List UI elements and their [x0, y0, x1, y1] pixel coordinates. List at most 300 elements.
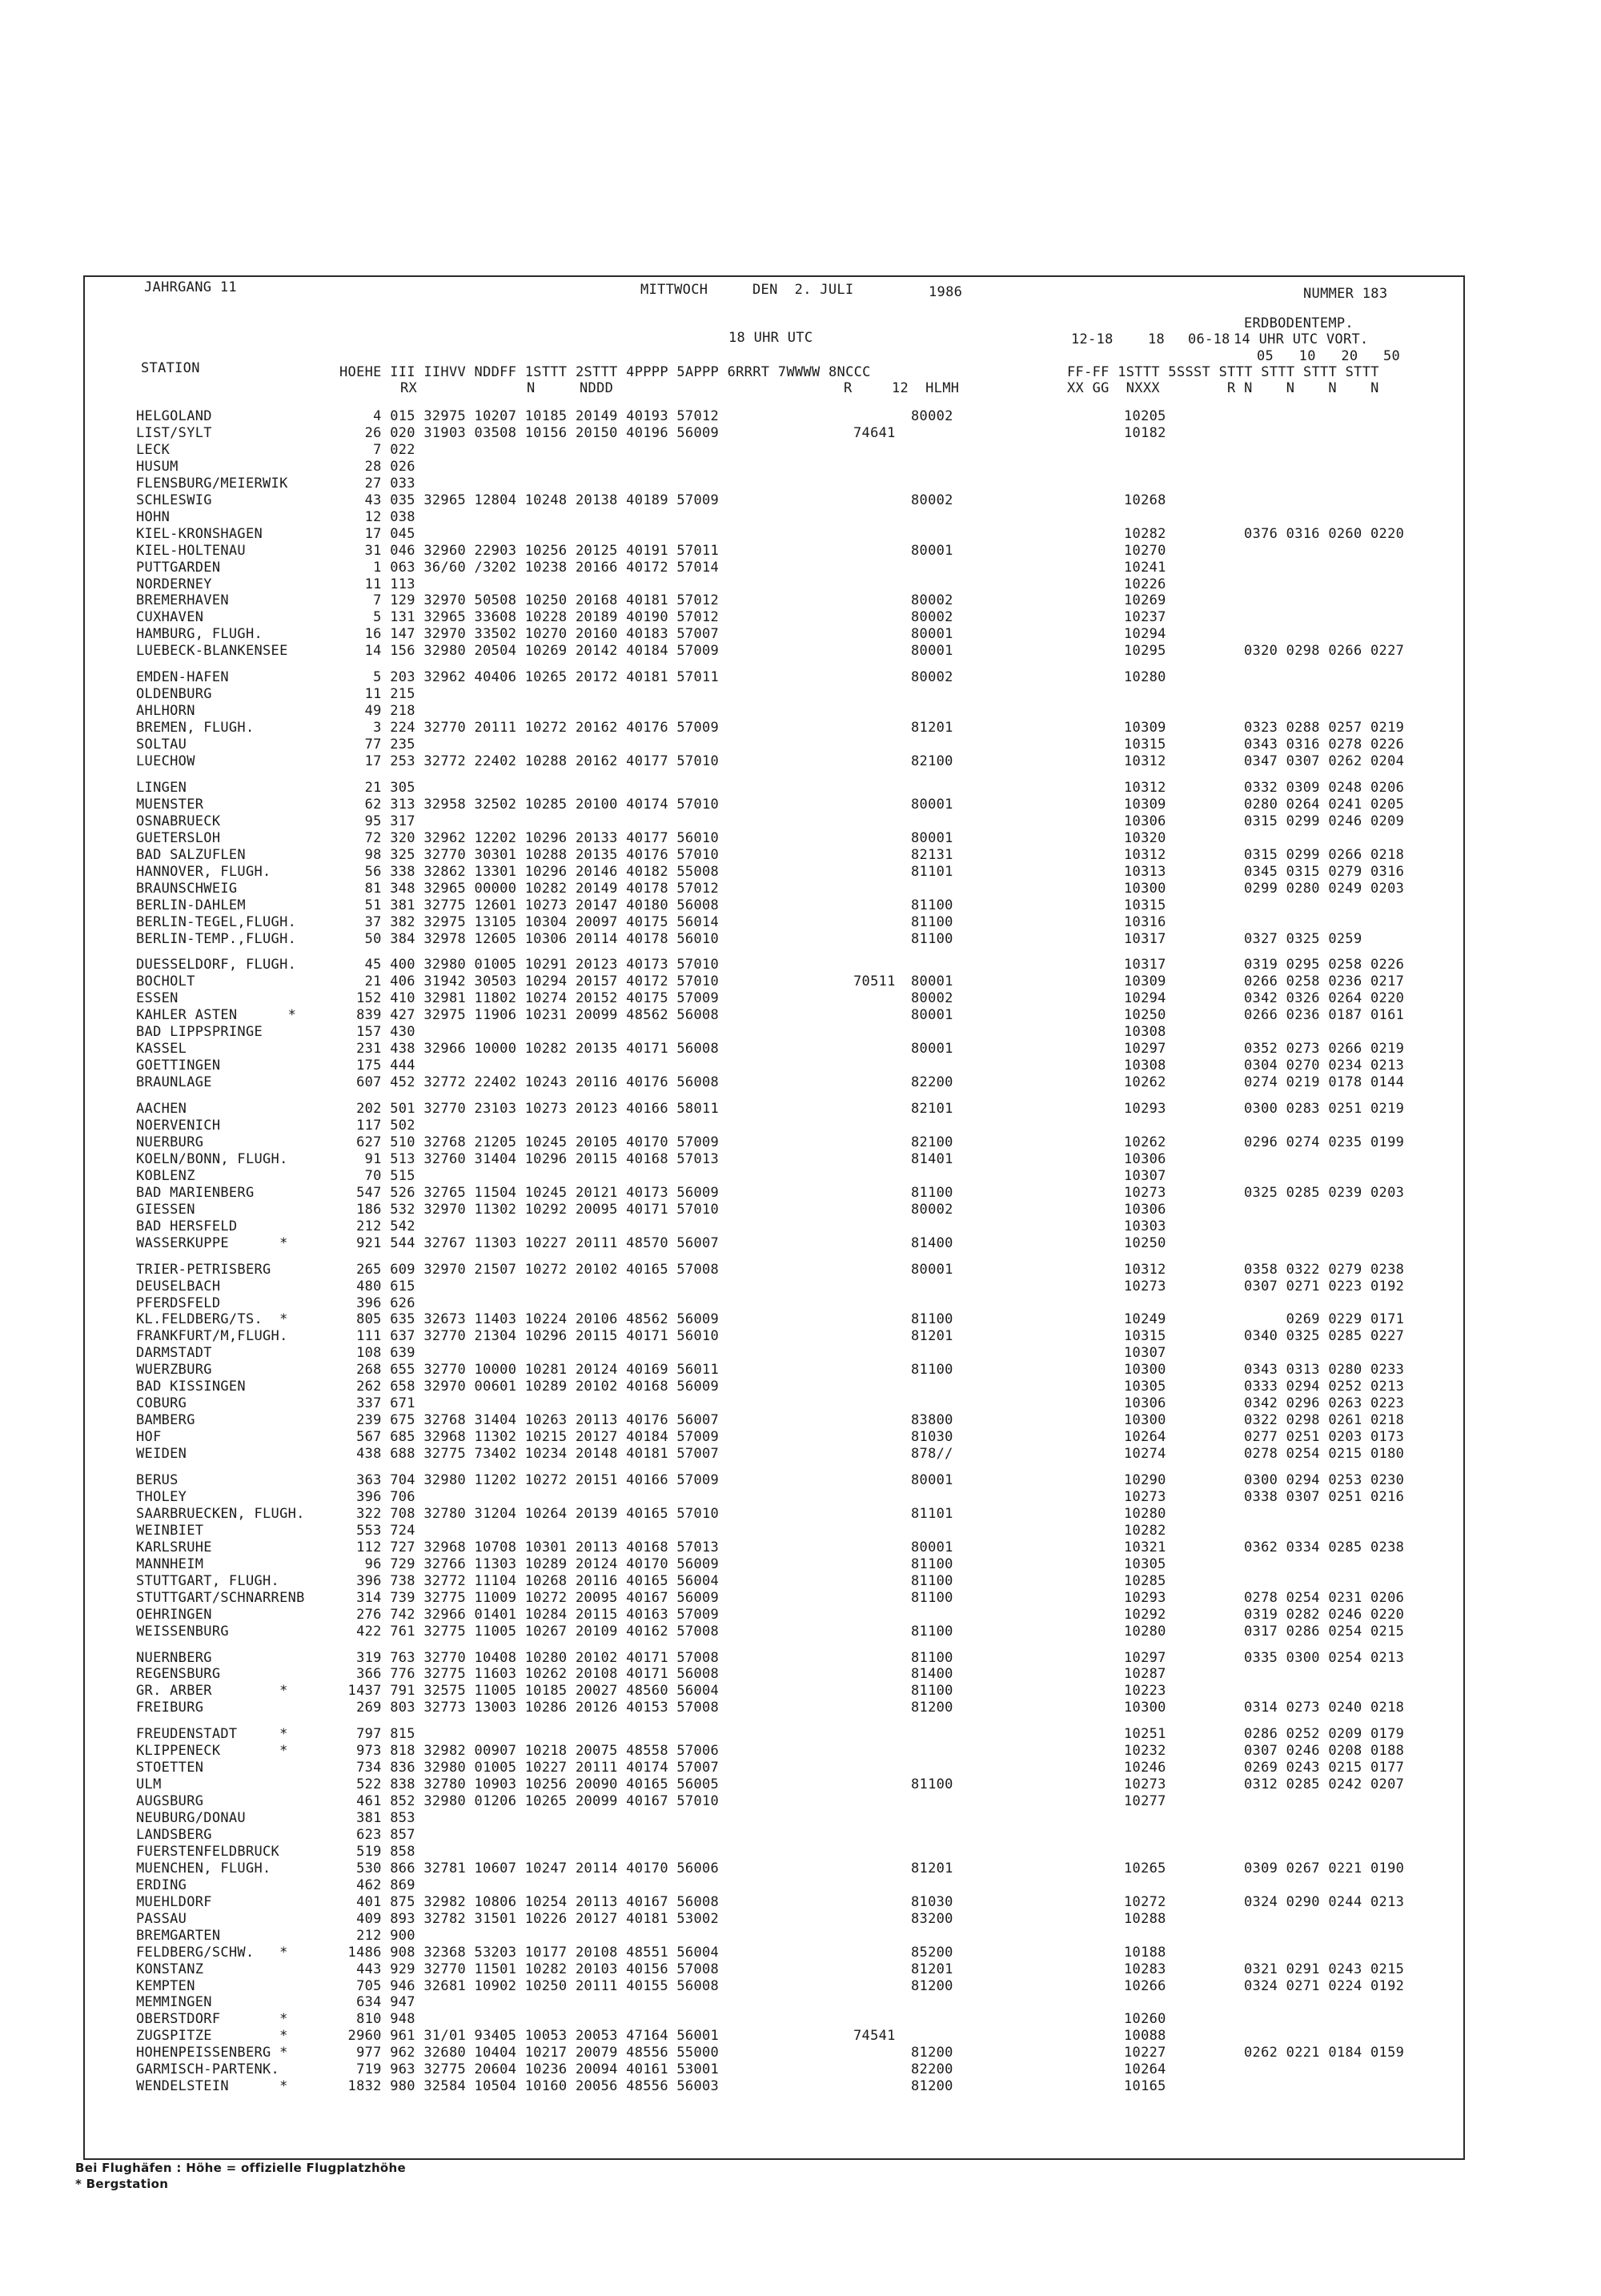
- station-values: 31 046 32960 22903 10256 20125 40191 57011: [339, 543, 720, 559]
- station-name: TRIER-PETRISBERG: [136, 1262, 271, 1278]
- station-values: 705 946 32681 10902 10250 20111 40155 56008: [339, 1978, 720, 1994]
- station-name: KLIPPENECK *: [136, 1743, 288, 1759]
- station-name: BAD KISSINGEN: [136, 1379, 246, 1395]
- max-temp: 10273: [1124, 1185, 1166, 1201]
- table-row: [0, 1362, 1601, 1378]
- station-name: KIEL-HOLTENAU: [136, 543, 246, 559]
- max-temp: 10313: [1124, 864, 1166, 880]
- table-row: [0, 626, 1601, 642]
- table-row: [0, 864, 1601, 880]
- station-name: MUEHLDORF: [136, 1894, 212, 1910]
- year: 1986: [929, 284, 963, 300]
- cloud-group: 81100: [911, 1573, 953, 1589]
- table-row: [0, 1776, 1601, 1792]
- station-values: 11 215: [339, 686, 415, 702]
- station-values: 152 410 32981 11802 10274 20152 40175 57009: [339, 990, 720, 1006]
- station-values: 977 962 32680 10404 10217 20079 48556 55000: [339, 2045, 720, 2061]
- table-row: [0, 1810, 1601, 1826]
- station-name: BERUS: [136, 1472, 179, 1488]
- max-temp: 10312: [1124, 1262, 1166, 1278]
- table-row: [0, 576, 1601, 592]
- soil-temps: 0321 0291 0243 0215: [1244, 1961, 1405, 1977]
- station-name: PUTTGARDEN: [136, 560, 221, 576]
- soil-temps: 0307 0246 0208 0188: [1244, 1743, 1405, 1759]
- soil-temps: 0307 0271 0223 0192: [1244, 1278, 1405, 1295]
- table-row: [0, 1295, 1601, 1311]
- station-name: KOBLENZ: [136, 1168, 195, 1184]
- table-row: [0, 1961, 1601, 1977]
- cloud-group: 81100: [911, 1185, 953, 1201]
- station-values: 70 515: [339, 1168, 415, 1184]
- cloud-group: 80001: [911, 626, 953, 642]
- station-values: 519 858: [339, 1844, 415, 1860]
- station-name: AUGSBURG: [136, 1793, 204, 1809]
- table-row: [0, 1024, 1601, 1040]
- table-row: [0, 1683, 1601, 1699]
- cloud-group: 85200: [911, 1945, 953, 1961]
- station-name: BREMEN, FLUGH.: [136, 720, 255, 736]
- station-values: 27 033: [339, 476, 415, 492]
- station-values: 839 427 32975 11906 10231 20099 48562 56008: [339, 1007, 720, 1023]
- table-row: [0, 1894, 1601, 1910]
- station-name: DEUSELBACH: [136, 1278, 221, 1295]
- table-row: [0, 2011, 1601, 2027]
- station-name: NUERBURG: [136, 1134, 204, 1150]
- max-temp: 10165: [1124, 2078, 1166, 2094]
- max-temp: 10188: [1124, 1945, 1166, 1961]
- table-row: [0, 1058, 1601, 1074]
- table-row: [0, 2061, 1601, 2077]
- table-row: [0, 2028, 1601, 2044]
- station-values: 314 739 32775 11009 10272 20095 40167 56009: [339, 1590, 720, 1606]
- max-temp: 10287: [1124, 1666, 1166, 1682]
- soil-temps: 0340 0325 0285 0227: [1244, 1328, 1405, 1344]
- max-temp: 10227: [1124, 2045, 1166, 2061]
- station-values: 37 382 32975 13105 10304 20097 40175 56014: [339, 914, 720, 930]
- station-name: KOELN/BONN, FLUGH.: [136, 1151, 288, 1167]
- station-name: OEHRINGEN: [136, 1607, 212, 1623]
- station-name: KARLSRUHE: [136, 1539, 212, 1555]
- station-name: DARMSTADT: [136, 1345, 212, 1361]
- table-row: [0, 1412, 1601, 1428]
- cloud-group: 81201: [911, 1961, 953, 1977]
- max-temp: 10293: [1124, 1590, 1166, 1606]
- max-temp: 10266: [1124, 1978, 1166, 1994]
- max-temp: 10300: [1124, 881, 1166, 897]
- cloud-group: 81100: [911, 1624, 953, 1640]
- station-values: 269 803 32773 13003 10286 20126 40153 57008: [339, 1700, 720, 1716]
- cloud-group: 80002: [911, 492, 953, 508]
- station-name: ESSEN: [136, 990, 179, 1006]
- table-row: [0, 847, 1601, 863]
- station-values: 797 815: [339, 1726, 415, 1742]
- station-name: SCHLESWIG: [136, 492, 212, 508]
- station-name: HELGOLAND: [136, 408, 212, 424]
- station-values: 231 438 32966 10000 10282 20135 40171 56008: [339, 1041, 720, 1057]
- soil-temps: 0296 0274 0235 0199: [1244, 1134, 1405, 1150]
- max-temp: 10315: [1124, 1328, 1166, 1344]
- station-name: HOF: [136, 1429, 162, 1445]
- max-temp: 10277: [1124, 1793, 1166, 1809]
- table-row: [0, 1379, 1601, 1395]
- cloud-group: 81401: [911, 1151, 953, 1167]
- table-row: [0, 1151, 1601, 1167]
- table-row: [0, 931, 1601, 947]
- soil-temps: 0277 0251 0203 0173: [1244, 1429, 1405, 1445]
- station-name: GUETERSLOH: [136, 830, 221, 846]
- cloud-group: 82100: [911, 753, 953, 769]
- cloud-group: 81200: [911, 1978, 953, 1994]
- table-row: [0, 1134, 1601, 1150]
- station-values: 921 544 32767 11303 10227 20111 48570 56007: [339, 1235, 720, 1251]
- station-name: HAMBURG, FLUGH.: [136, 626, 263, 642]
- max-temp: 10308: [1124, 1058, 1166, 1074]
- max-temp: 10264: [1124, 2061, 1166, 2077]
- table-row: [0, 1573, 1601, 1589]
- cloud-group: 81100: [911, 914, 953, 930]
- cloud-group: 80002: [911, 408, 953, 424]
- soil-temps: 0266 0236 0187 0161: [1244, 1007, 1405, 1023]
- table-row: [0, 1168, 1601, 1184]
- cloud-group: 81100: [911, 1650, 953, 1666]
- cloud-group: 82101: [911, 1101, 953, 1117]
- cloud-group: 80001: [911, 543, 953, 559]
- station-values: 175 444: [339, 1058, 415, 1074]
- max-temp: 10280: [1124, 1506, 1166, 1522]
- station-name: FLENSBURG/MEIERWIK: [136, 476, 288, 492]
- cloud-group: 82100: [911, 1134, 953, 1150]
- station-values: 719 963 32775 20604 10236 20094 40161 53001: [339, 2061, 720, 2077]
- max-temp: 10306: [1124, 813, 1166, 829]
- station-values: 276 742 32966 01401 10284 20115 40163 57009: [339, 1607, 720, 1623]
- station-name: BAD MARIENBERG: [136, 1185, 255, 1201]
- station-name: KONSTANZ: [136, 1961, 204, 1977]
- station-values: 530 866 32781 10607 10247 20114 40170 56006: [339, 1860, 720, 1877]
- station-name: OLDENBURG: [136, 686, 212, 702]
- table-row: [0, 753, 1601, 769]
- table-row: [0, 797, 1601, 813]
- max-temp: 10282: [1124, 1523, 1166, 1539]
- station-name: LUECHOW: [136, 753, 195, 769]
- table-row: [0, 1743, 1601, 1759]
- station-values: 409 893 32782 31501 10226 20127 40181 53002: [339, 1911, 720, 1927]
- station-values: 21 305: [339, 780, 415, 796]
- station-values: 2960 961 31/01 93405 10053 20053 47164 56001: [339, 2028, 720, 2044]
- soil-temps: 0304 0270 0234 0213: [1244, 1058, 1405, 1074]
- cloud-group: 81200: [911, 2045, 953, 2061]
- station-name: STUTTGART/SCHNARRENB: [136, 1590, 305, 1606]
- max-temp: 10305: [1124, 1556, 1166, 1572]
- cloud-group: 80001: [911, 1041, 953, 1057]
- max-temp: 10274: [1124, 1446, 1166, 1462]
- max-temp: 10088: [1124, 2028, 1166, 2044]
- station-name: STOETTEN: [136, 1760, 204, 1776]
- station-name: BERLIN-TEGEL,FLUGH.: [136, 914, 297, 930]
- station-values: 43 035 32965 12804 10248 20138 40189 57009: [339, 492, 720, 508]
- max-temp: 10300: [1124, 1362, 1166, 1378]
- max-temp: 10306: [1124, 1151, 1166, 1167]
- station-name: BAD HERSFELD: [136, 1218, 238, 1234]
- cloud-group: 81100: [911, 1311, 953, 1327]
- station-values: 1832 980 32584 10504 10160 20056 48556 56003: [339, 2078, 720, 2094]
- station-values: 72 320 32962 12202 10296 20133 40177 56010: [339, 830, 720, 846]
- table-row: [0, 1235, 1601, 1251]
- max-temp: 10312: [1124, 753, 1166, 769]
- soil-temps: 0358 0322 0279 0238: [1244, 1262, 1405, 1278]
- table-row: [0, 1328, 1601, 1344]
- station-name: DUESSELDORF, FLUGH.: [136, 957, 297, 973]
- max-temp: 10282: [1124, 526, 1166, 542]
- cloud-group: 81030: [911, 1894, 953, 1910]
- table-row: [0, 703, 1601, 719]
- cloud-group: 80001: [911, 1007, 953, 1023]
- jahrgang: JAHRGANG 11: [144, 279, 237, 295]
- station-name: LINGEN: [136, 780, 187, 796]
- cloud-group: 81200: [911, 2078, 953, 2094]
- station-name: PASSAU: [136, 1911, 187, 1927]
- station-name: HANNOVER, FLUGH.: [136, 864, 271, 880]
- max-temp: 10270: [1124, 543, 1166, 559]
- col-erdboden: ERDBODENTEMP.: [1244, 315, 1354, 331]
- station-name: FELDBERG/SCHW. *: [136, 1945, 288, 1961]
- station-values: 322 708 32780 31204 10264 20139 40165 57010: [339, 1506, 720, 1522]
- station-name: BRAUNSCHWEIG: [136, 881, 238, 897]
- soil-temps: 0343 0316 0278 0226: [1244, 737, 1405, 753]
- max-temp: 10309: [1124, 720, 1166, 736]
- cloud-group: 80001: [911, 973, 953, 989]
- station-name: PFERDSFELD: [136, 1295, 221, 1311]
- table-row: [0, 990, 1601, 1006]
- cloud-group: 80001: [911, 830, 953, 846]
- col-rn: R N N N N: [1227, 380, 1379, 396]
- table-row: [0, 1994, 1601, 2010]
- table-row: [0, 973, 1601, 989]
- station-values: 396 626: [339, 1295, 415, 1311]
- station-name: OBERSTDORF *: [136, 2011, 288, 2027]
- cloud-group: 80001: [911, 1539, 953, 1555]
- table-row: [0, 1928, 1601, 1944]
- soil-temps: 0274 0219 0178 0144: [1244, 1074, 1405, 1090]
- max-temp: 10232: [1124, 1743, 1166, 1759]
- max-temp: 10285: [1124, 1573, 1166, 1589]
- cloud-group: 80001: [911, 1262, 953, 1278]
- station-name: AACHEN: [136, 1101, 187, 1117]
- station-name: ERDING: [136, 1877, 187, 1893]
- table-row: [0, 609, 1601, 625]
- soil-temps: 0315 0299 0246 0209: [1244, 813, 1405, 829]
- soil-temps: 0315 0299 0266 0218: [1244, 847, 1405, 863]
- station-values: 734 836 32980 01005 10227 20111 40174 57007: [339, 1760, 720, 1776]
- max-temp: 10306: [1124, 1202, 1166, 1218]
- station-values: 62 313 32958 32502 10285 20100 40174 57010: [339, 797, 720, 813]
- cloud-group: 80002: [911, 990, 953, 1006]
- station-values: 96 729 32766 11303 10289 20124 40170 56009: [339, 1556, 720, 1572]
- station-name: LUEBECK-BLANKENSEE: [136, 643, 288, 659]
- table-row: [0, 1489, 1601, 1505]
- station-values: 111 637 32770 21304 10296 20115 40171 56010: [339, 1328, 720, 1344]
- col-n: N: [527, 380, 536, 396]
- table-row: [0, 1860, 1601, 1877]
- cloud-group: 83200: [911, 1911, 953, 1927]
- table-row: [0, 643, 1601, 659]
- cloud-group: 80001: [911, 1472, 953, 1488]
- station-name: GR. ARBER *: [136, 1683, 288, 1699]
- station-values: 438 688 32775 73402 10234 20148 40181 57007: [339, 1446, 720, 1462]
- station-values: 401 875 32982 10806 10254 20113 40167 56008: [339, 1894, 720, 1910]
- table-row: [0, 2045, 1601, 2061]
- table-row: [0, 1311, 1601, 1327]
- max-temp: 10182: [1124, 425, 1166, 441]
- station-values: 363 704 32980 11202 10272 20151 40166 57009: [339, 1472, 720, 1488]
- station-name: AHLHORN: [136, 703, 195, 719]
- cloud-group: 81201: [911, 1328, 953, 1344]
- station-name: EMDEN-HAFEN: [136, 669, 229, 685]
- table-row: [0, 425, 1601, 441]
- max-temp: 10306: [1124, 1395, 1166, 1411]
- soil-temps: 0345 0315 0279 0316: [1244, 864, 1405, 880]
- max-temp: 10260: [1124, 2011, 1166, 2027]
- table-row: [0, 1590, 1601, 1606]
- table-row: [0, 914, 1601, 930]
- station-name: WEIDEN: [136, 1446, 187, 1462]
- max-temp: 10307: [1124, 1168, 1166, 1184]
- station-values: 973 818 32982 00907 10218 20075 48558 57006: [339, 1743, 720, 1759]
- station-values: 49 218: [339, 703, 415, 719]
- soil-temps: 0343 0313 0280 0233: [1244, 1362, 1405, 1378]
- max-temp: 10315: [1124, 897, 1166, 913]
- col-depths: 05 10 20 50: [1257, 348, 1401, 364]
- station-values: 262 658 32970 00601 10289 20102 40168 56009: [339, 1379, 720, 1395]
- table-row: [0, 509, 1601, 525]
- station-values: 366 776 32775 11603 10262 20108 40171 56008: [339, 1666, 720, 1682]
- cloud-group: 82131: [911, 847, 953, 863]
- max-temp: 10321: [1124, 1539, 1166, 1555]
- table-row: [0, 1700, 1601, 1716]
- station-values: 12 038: [339, 509, 415, 525]
- max-temp: 10273: [1124, 1489, 1166, 1505]
- station-values: 51 381 32775 12601 10273 20147 40180 56008: [339, 897, 720, 913]
- table-row: [0, 1666, 1601, 1682]
- max-temp: 10293: [1124, 1101, 1166, 1117]
- station-name: NUERNBERG: [136, 1650, 212, 1666]
- max-temp: 10269: [1124, 592, 1166, 608]
- station-values: 95 317: [339, 813, 415, 829]
- station-values: 480 615: [339, 1278, 415, 1295]
- cloud-group: 878//: [911, 1446, 953, 1462]
- soil-temps: 0338 0307 0251 0216: [1244, 1489, 1405, 1505]
- station-values: 202 501 32770 23103 10273 20123 40166 58011: [339, 1101, 720, 1117]
- table-row: [0, 1539, 1601, 1555]
- station-values: 5 203 32962 40406 10265 20172 40181 57011: [339, 669, 720, 685]
- soil-temps: 0266 0258 0236 0217: [1244, 973, 1405, 989]
- station-name: OSNABRUECK: [136, 813, 221, 829]
- station-values: 28 026: [339, 459, 415, 475]
- station-name: KASSEL: [136, 1041, 187, 1057]
- soil-temps: 0314 0273 0240 0218: [1244, 1700, 1405, 1716]
- table-row: [0, 1793, 1601, 1809]
- table-row: [0, 1760, 1601, 1776]
- max-temp: 10265: [1124, 1860, 1166, 1877]
- station-name: BREMERHAVEN: [136, 592, 229, 608]
- station-values: 17 045: [339, 526, 415, 542]
- station-values: 810 948: [339, 2011, 415, 2027]
- table-row: [0, 492, 1601, 508]
- cloud-group: 81100: [911, 1556, 953, 1572]
- cloud-group: 81100: [911, 1683, 953, 1699]
- soil-temps: 0278 0254 0215 0180: [1244, 1446, 1405, 1462]
- cloud-group: 81100: [911, 897, 953, 913]
- table-row: [0, 1877, 1601, 1893]
- cloud-group: 82200: [911, 2061, 953, 2077]
- station-values: 7 022: [339, 442, 415, 458]
- station-name: CUXHAVEN: [136, 609, 204, 625]
- station-values: 112 727 32968 10708 10301 20113 40168 57013: [339, 1539, 720, 1555]
- station-values: 7 129 32970 50508 10250 20168 40181 57012: [339, 592, 720, 608]
- max-temp: 10294: [1124, 990, 1166, 1006]
- max-temp: 10305: [1124, 1379, 1166, 1395]
- issue-number: NUMMER 183: [1303, 286, 1388, 302]
- soil-temps: 0325 0285 0239 0203: [1244, 1185, 1405, 1201]
- table-row: [0, 1607, 1601, 1623]
- station-values: 634 947: [339, 1994, 415, 2010]
- station-values: 461 852 32980 01206 10265 20099 40167 57010: [339, 1793, 720, 1809]
- station-name: SOLTAU: [136, 737, 187, 753]
- max-temp: 10290: [1124, 1472, 1166, 1488]
- soil-temps: 0320 0298 0266 0227: [1244, 643, 1405, 659]
- max-temp: 10264: [1124, 1429, 1166, 1445]
- soil-temps: 0309 0267 0221 0190: [1244, 1860, 1405, 1877]
- station-values: 396 706: [339, 1489, 415, 1505]
- soil-temps: 0312 0285 0242 0207: [1244, 1776, 1405, 1792]
- max-temp: 10280: [1124, 669, 1166, 685]
- col-xx-gg: XX GG NXXX: [1067, 380, 1160, 396]
- station-values: 443 929 32770 11501 10282 20103 40156 57008: [339, 1961, 720, 1977]
- table-row: [0, 1101, 1601, 1117]
- max-temp: 10223: [1124, 1683, 1166, 1699]
- col-hlmh: 12 HLMH: [892, 380, 960, 396]
- cloud-group: 80002: [911, 592, 953, 608]
- table-row: [0, 1074, 1601, 1090]
- table-row: [0, 1844, 1601, 1860]
- station-name: THOLEY: [136, 1489, 187, 1505]
- table-row: [0, 1624, 1601, 1640]
- weather-group: 74541: [853, 2028, 896, 2044]
- cloud-group: 80002: [911, 669, 953, 685]
- station-name: WUERZBURG: [136, 1362, 212, 1378]
- soil-temps: 0317 0286 0254 0215: [1244, 1624, 1405, 1640]
- col-14-uhr: 14 UHR UTC VORT.: [1234, 331, 1369, 347]
- cloud-group: 81100: [911, 1590, 953, 1606]
- station-name: KAHLER ASTEN *: [136, 1007, 297, 1023]
- station-values: 1437 791 32575 11005 10185 20027 48560 56004: [339, 1683, 720, 1699]
- max-temp: 10307: [1124, 1345, 1166, 1361]
- station-name: GIESSEN: [136, 1202, 195, 1218]
- station-name: FREUDENSTADT *: [136, 1726, 288, 1742]
- table-row: [0, 686, 1601, 702]
- table-row: [0, 543, 1601, 559]
- station-values: 186 532 32970 11302 10292 20095 40171 57010: [339, 1202, 720, 1218]
- soil-temps: 0332 0309 0248 0206: [1244, 780, 1405, 796]
- table-row: [0, 813, 1601, 829]
- table-row: [0, 459, 1601, 475]
- station-values: 5 131 32965 33608 10228 20189 40190 57012: [339, 609, 720, 625]
- table-row: [0, 1041, 1601, 1057]
- max-temp: 10268: [1124, 492, 1166, 508]
- station-name: NORDERNEY: [136, 576, 212, 592]
- table-row: [0, 476, 1601, 492]
- station-values: 11 113: [339, 576, 415, 592]
- station-name: BRAUNLAGE: [136, 1074, 212, 1090]
